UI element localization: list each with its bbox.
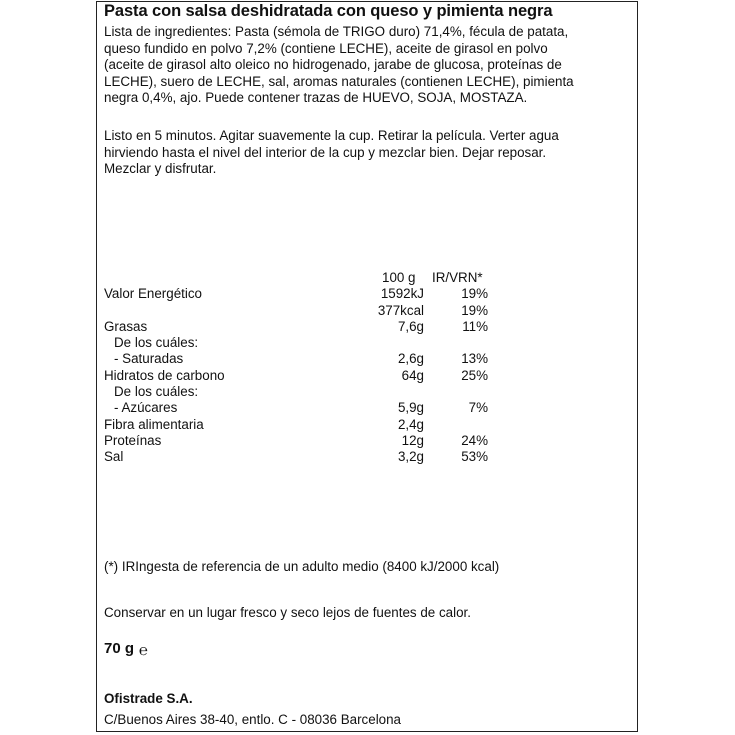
nutrient-label: Valor Energético xyxy=(104,286,203,302)
nutrient-ri-percent: 53% xyxy=(461,449,488,465)
ingredients-list xyxy=(104,24,624,107)
nutrient-label: Grasas xyxy=(104,318,148,334)
ingredients-line: LECHE), suero de LECHE, sal, aromas naturales (contienen LECHE), pimienta xyxy=(104,73,574,89)
company-name: Ofistrade S.A. xyxy=(104,691,193,706)
nutrient-value: 3,2g xyxy=(397,449,424,465)
nutrition-header-row xyxy=(104,270,524,286)
estimated-sign-icon: ℮ xyxy=(139,642,149,659)
nutrient-ri-percent: 11% xyxy=(462,318,488,334)
nutrient-label: De los cuáles: xyxy=(114,384,199,400)
instructions-line: Mezclar y disfrutar. xyxy=(104,161,217,176)
preparation-instructions xyxy=(104,128,624,178)
nutrient-label: - Saturadas xyxy=(114,351,184,367)
nutrition-row xyxy=(104,433,524,449)
nutrient-value: 1592kJ xyxy=(380,286,424,302)
ingredients-line: Lista de ingredientes: Pasta (sémola de TRIGO duro) 71,4%, fécula de patata, xyxy=(104,24,569,39)
nutrition-row xyxy=(104,368,524,384)
ingredients-line: (aceite de girasol alto oleico no hidrogenado, jarabe de glucosa, proteínas de xyxy=(104,57,562,72)
nutrition-row xyxy=(104,400,524,416)
nutrition-row xyxy=(104,286,524,302)
nutrition-row xyxy=(104,303,524,319)
nutrient-label: Proteínas xyxy=(104,432,162,448)
nutrient-value: 2,6g xyxy=(397,351,424,367)
nutrient-value: 12g xyxy=(401,432,424,448)
ingredients-line: negra 0,4%, ajo. Puede contener trazas de HUEVO, SOJA, MOSTAZA. xyxy=(104,90,528,105)
per-100g-header: 100 g xyxy=(382,270,416,285)
nutrition-row xyxy=(104,319,524,335)
nutrition-table xyxy=(104,270,524,466)
nutrient-ri-percent: 24% xyxy=(461,432,488,448)
nutrition-row xyxy=(104,449,524,465)
ri-footnote: (*) IRIngesta de referencia de un adulto medio (8400 kJ/2000 kcal) xyxy=(104,559,500,574)
instructions-line: Listo en 5 minutos. Agitar suavemente la cup. Retirar la película. Verter agua xyxy=(104,128,559,143)
nutrient-label: Fibra alimentaria xyxy=(104,416,204,432)
nutrient-ri-percent: 13% xyxy=(461,351,488,367)
nutrition-row xyxy=(104,335,524,351)
company-address: C/Buenos Aires 38-40, entlo. C - 08036 Barcelona xyxy=(104,712,402,727)
nutrient-label: Hidratos de carbono xyxy=(104,367,225,383)
nutrient-value: 5,9g xyxy=(397,400,424,416)
nutrient-value: 2,4g xyxy=(397,416,424,432)
nutrient-ri-percent: 19% xyxy=(461,302,488,318)
nutrient-value: 377kcal xyxy=(377,302,424,318)
nutrition-row xyxy=(104,417,524,433)
product-title: Pasta con salsa deshidratada con queso y pimienta negra xyxy=(104,2,553,20)
ri-header: IR/VRN* xyxy=(432,270,483,285)
nutrient-ri-percent: 19% xyxy=(461,286,488,302)
nutrition-row xyxy=(104,351,524,367)
net-weight: 70 g xyxy=(104,640,135,657)
nutrient-label: Sal xyxy=(104,449,124,465)
nutrient-ri-percent: 7% xyxy=(468,400,488,416)
nutrient-label: - Azúcares xyxy=(114,400,178,416)
instructions-line: hirviendo hasta el nivel del interior de la cup y mezclar bien. Dejar reposar. xyxy=(104,144,547,160)
ingredients-line: queso fundido en polvo 7,2% (contiene LECHE), aceite de girasol en polvo xyxy=(104,40,548,56)
nutrient-ri-percent: 25% xyxy=(461,367,488,383)
nutrient-label: De los cuáles: xyxy=(114,335,199,351)
nutrient-value: 64g xyxy=(401,367,424,383)
storage-instructions: Conservar en un lugar fresco y seco lejos de fuentes de calor. xyxy=(104,605,471,620)
nutrient-value: 7,6g xyxy=(397,318,424,334)
nutrition-row xyxy=(104,384,524,400)
